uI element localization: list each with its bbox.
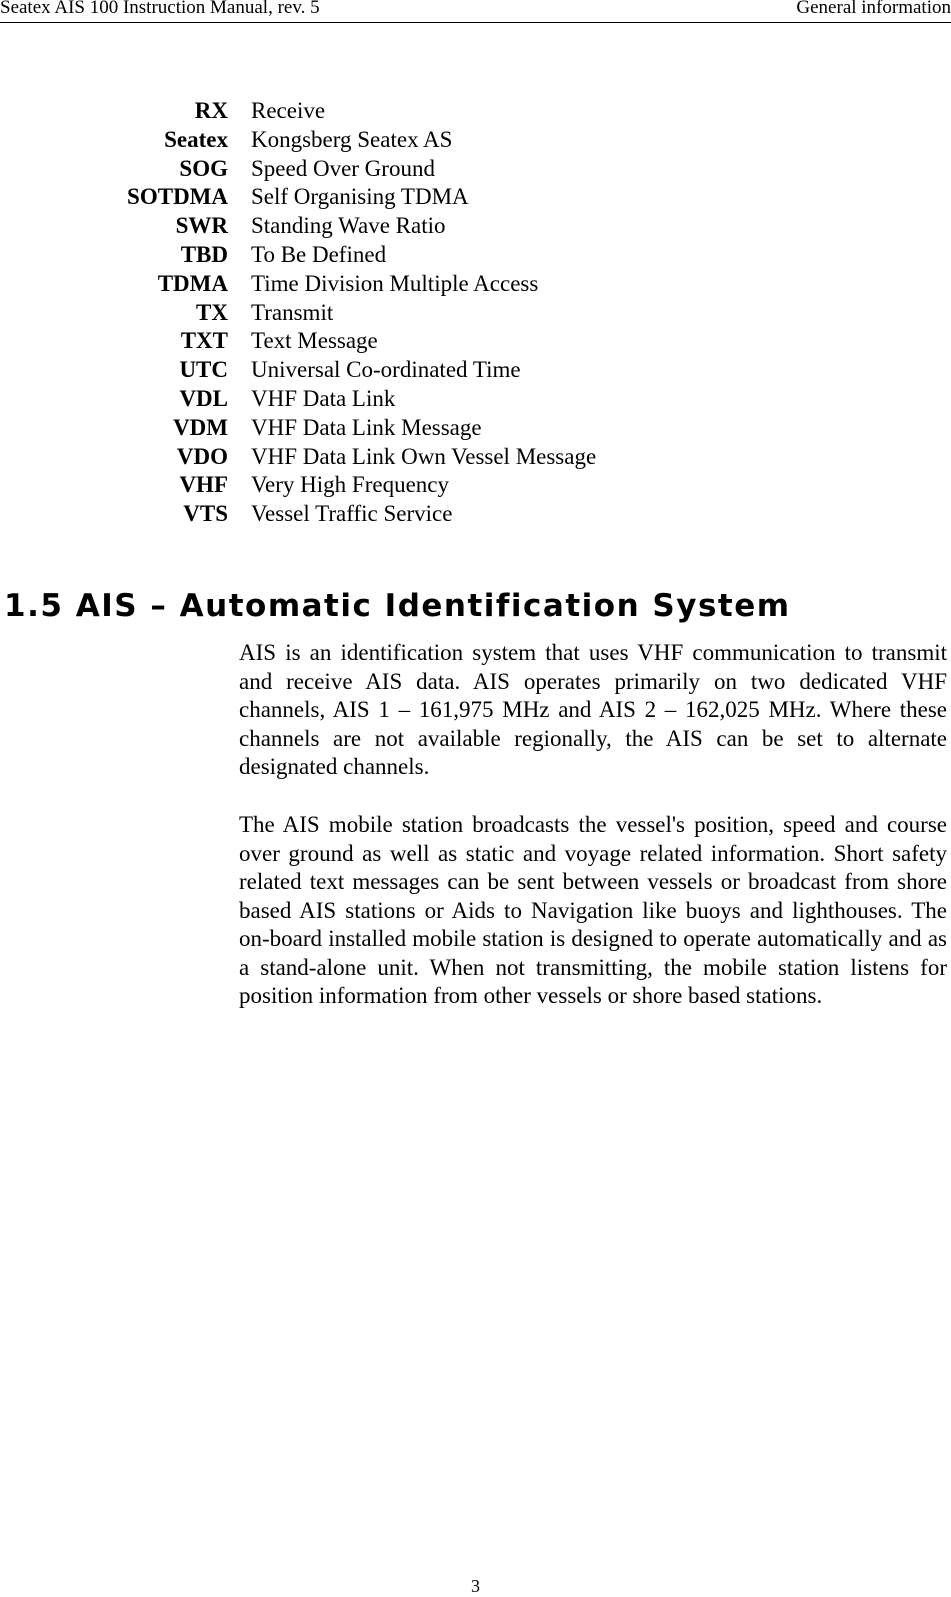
abbreviation-row [0,212,951,241]
section-heading: 1.5 AIS – Automatic Identification System [4,588,791,624]
abbreviation-term: SOG [179,155,228,181]
abbreviation-term: VDO [176,443,228,469]
abbreviation-term: VTS [183,501,228,527]
abbreviation-list [0,97,951,529]
abbreviation-term: VDM [173,414,228,440]
abbreviation-definition: Vessel Traffic Service [251,501,453,527]
abbreviation-row [0,356,951,385]
abbreviation-row [0,299,951,328]
abbreviation-definition: Speed Over Ground [251,155,435,181]
abbreviation-definition: VHF Data Link [251,385,396,411]
abbreviation-row [0,385,951,414]
abbreviation-definition: Receive [251,98,326,123]
page-footer [0,1577,951,1595]
abbreviation-definition: Transmit [251,299,334,325]
abbreviation-definition: Very High Frequency [251,472,450,498]
abbreviation-term: TXT [180,328,228,354]
body-paragraph-1: AIS is an identification system that uses VHF communication to transmit and receive AIS data. AIS operates primarily on two dedicated VHF channels, AIS 1 – 161,975 MHz and AIS 2 – 162,025 MHz. Where these channels are not available regionally, the AIS can be set to alternate designated channels. [239,640,947,779]
abbreviation-definition: To Be Defined [251,241,387,267]
abbreviation-definition: Text Message [251,328,378,354]
abbreviation-term: VHF [179,472,228,498]
page-number: 3 [471,1576,480,1596]
abbreviation-row [0,414,951,443]
abbreviation-term: Seatex [164,126,228,152]
abbreviation-term: UTC [179,357,228,383]
abbreviation-row [0,270,951,299]
abbreviation-row [0,327,951,356]
abbreviation-row [0,471,951,500]
header-document-title: Seatex AIS 100 Instruction Manual, rev. 5 [0,0,320,18]
abbreviation-definition: Time Division Multiple Access [251,270,539,296]
abbreviation-term: VDL [179,385,228,411]
abbreviation-term: TBD [180,241,228,267]
abbreviation-row [0,97,951,126]
header-chapter-title: General information [796,0,951,18]
abbreviation-definition: Self Organising TDMA [251,184,469,210]
abbreviation-definition: VHF Data Link Message [251,414,482,440]
abbreviation-term: SWR [175,213,228,239]
abbreviation-row [0,500,951,529]
abbreviation-definition: VHF Data Link Own Vessel Message [251,443,597,469]
abbreviation-definition: Kongsberg Seatex AS [251,126,453,152]
abbreviation-row [0,241,951,270]
abbreviation-definition: Universal Co-ordinated Time [251,357,521,383]
abbreviation-definition: Standing Wave Ratio [251,213,446,239]
abbreviation-term: RX [194,98,228,123]
body-paragraph-2: The AIS mobile station broadcasts the vessel's position, speed and course over ground as well as static and voyage related information. Short safety related text messages can be sent between vessels or broadcast from shore based AIS stations or Aids to Navigation like buoys and lighthouses. The on-board installed mobile station is designed to operate automatically and as a stand-alone unit. When not transmitting, the mobile station listens for position information from other vessels or shore based stations. [239,812,947,1008]
abbreviation-term: SOTDMA [127,184,228,210]
abbreviation-row [0,443,951,472]
abbreviation-row [0,155,951,184]
abbreviation-term: TX [196,299,228,325]
page-header [0,0,951,23]
abbreviation-row [0,126,951,155]
abbreviation-row [0,183,951,212]
abbreviation-term: TDMA [157,270,228,296]
